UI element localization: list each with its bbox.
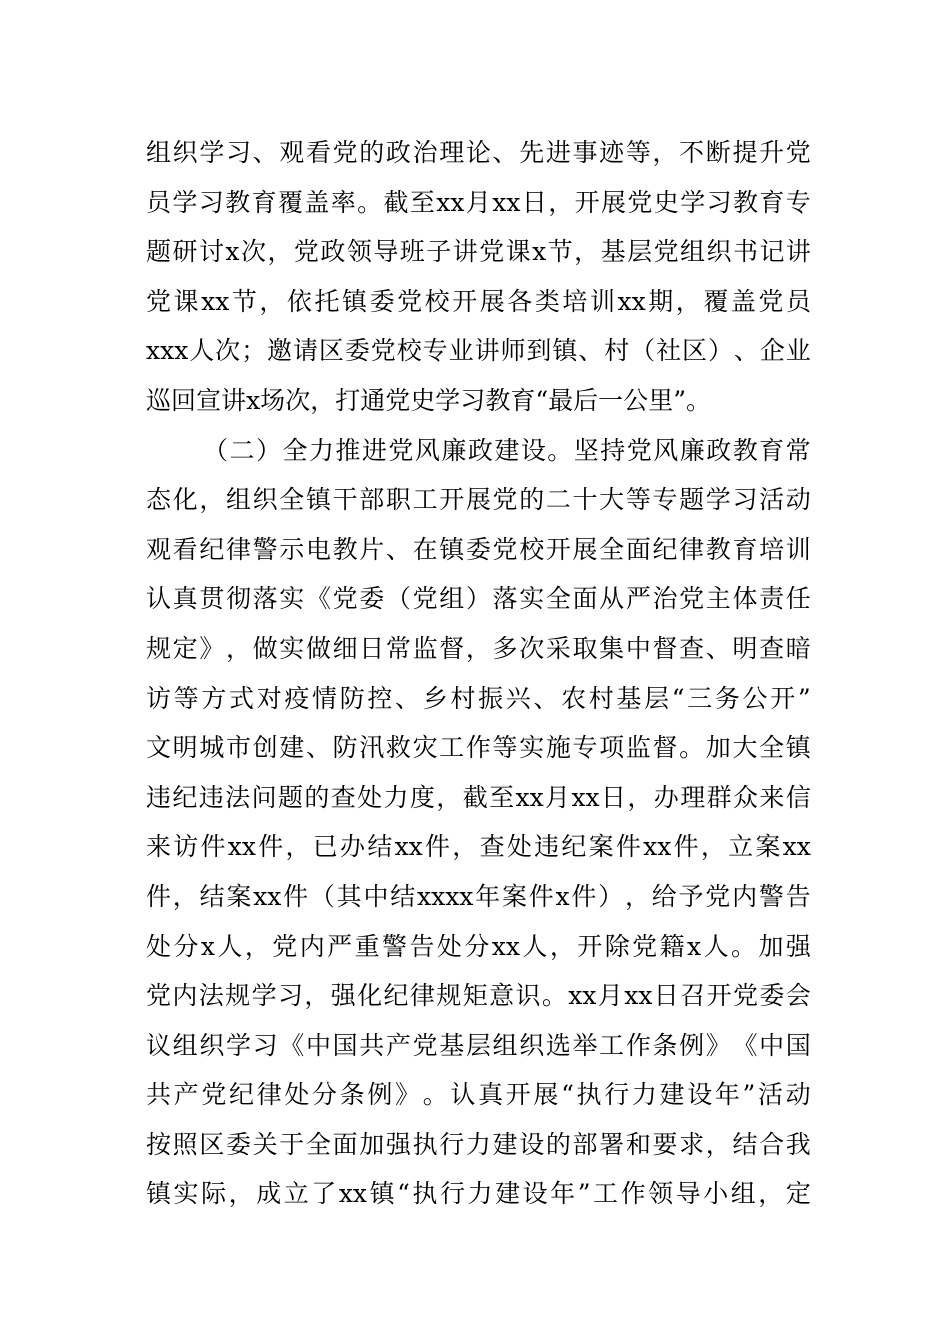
text-line: 文 明 城 市 创 建 、 防 汛 救 灾 工 作 等 实 施 专 项 监 督 。 加 大 全 镇 — [146, 733, 811, 763]
body-text — [146, 128, 811, 1219]
text-line: 来 访 件 xx 件 ， 已 办 结 xx 件 ， 查 处 违 纪 案 件 xx 件 ， 立 案 xx — [146, 832, 811, 862]
text-line: （ 二 ） 全 力 推 进 党 风 廉 政 建 设 。 坚 持 党 风 廉 政 教 育 常 — [203, 435, 811, 465]
text-line: 员 学 习 教 育 覆 盖 率 。 截 至 xx 月 xx 日 ， 开 展 党 史 学 习 教 育 专 — [146, 187, 811, 217]
text-line: 件 ， 结 案 xx 件 （ 其 中 结 xxxx 年 案 件 x 件 ） ， 给 予 党 内 警 告 — [146, 881, 811, 911]
text-line: xxx 人 次 ； 邀 请 区 委 党 校 专 业 讲 师 到 镇 、 村 （ 社 区 ） 、 企 业 — [146, 336, 811, 366]
text-line: 镇 实 际 ， 成 立 了 xx 镇 “ 执 行 力 建 设 年 ” 工 作 领 导 小 组 ， 定 — [146, 1179, 811, 1209]
text-line: 共 产 党 纪 律 处 分 条 例 》 。 认 真 开 展 “ 执 行 力 建 设 年 ” 活 动 — [146, 1080, 811, 1110]
text-line: 认 真 贯 彻 落 实 《 党 委 （ 党 组 ） 落 实 全 面 从 严 治 党 主 体 责 任 — [146, 584, 811, 614]
text-line: 党 课 xx 节 ， 依 托 镇 委 党 校 开 展 各 类 培 训 xx 期 ， 覆 盖 党 员 — [146, 286, 811, 316]
text-line: 党 内 法 规 学 习 ， 强 化 纪 律 规 矩 意 识 。 xx 月 xx 日 召 开 党 委 会 — [146, 981, 811, 1011]
text-line: 观 看 纪 律 警 示 电 教 片 、 在 镇 委 党 校 开 展 全 面 纪 律 教 育 培 训 — [146, 534, 811, 564]
text-line: 违 纪 违 法 问 题 的 查 处 力 度 ， 截 至 xx 月 xx 日 ， 办 理 群 众 来 信 — [146, 782, 811, 812]
text-line: 巡 回 宣 讲 x 场 次 ， 打 通 党 史 学 习 教 育 “ 最 后 一 公 里 ” 。 — [146, 385, 711, 415]
text-line: 议 组 织 学 习 《 中 国 共 产 党 基 层 组 织 选 举 工 作 条 例 》 《 中 国 — [146, 1030, 811, 1060]
text-line: 题 研 讨 x 次 ， 党 政 领 导 班 子 讲 党 课 x 节 ， 基 层 党 组 织 书 记 讲 — [146, 237, 811, 267]
text-line: 态 化 ， 组 织 全 镇 干 部 职 工 开 展 党 的 二 十 大 等 专 题 学 习 活 动 — [146, 485, 811, 515]
text-line: 处 分 x 人 ， 党 内 严 重 警 告 处 分 xx 人 ， 开 除 党 籍 x 人 。 加 强 — [146, 931, 811, 961]
text-line: 访 等 方 式 对 疫 情 防 控 、 乡 村 振 兴 、 农 村 基 层 “ 三 务 公 开 ” — [146, 683, 811, 713]
text-line: 按 照 区 委 关 于 全 面 加 强 执 行 力 建 设 的 部 署 和 要 求 ， 结 合 我 — [146, 1129, 811, 1159]
text-line: 规 定 》 ， 做 实 做 细 日 常 监 督 ， 多 次 采 取 集 中 督 查 、 明 查 暗 — [146, 633, 811, 663]
text-line: 组 织 学 习 、 观 看 党 的 政 治 理 论 、 先 进 事 迹 等 ， 不 断 提 升 党 — [146, 138, 811, 167]
